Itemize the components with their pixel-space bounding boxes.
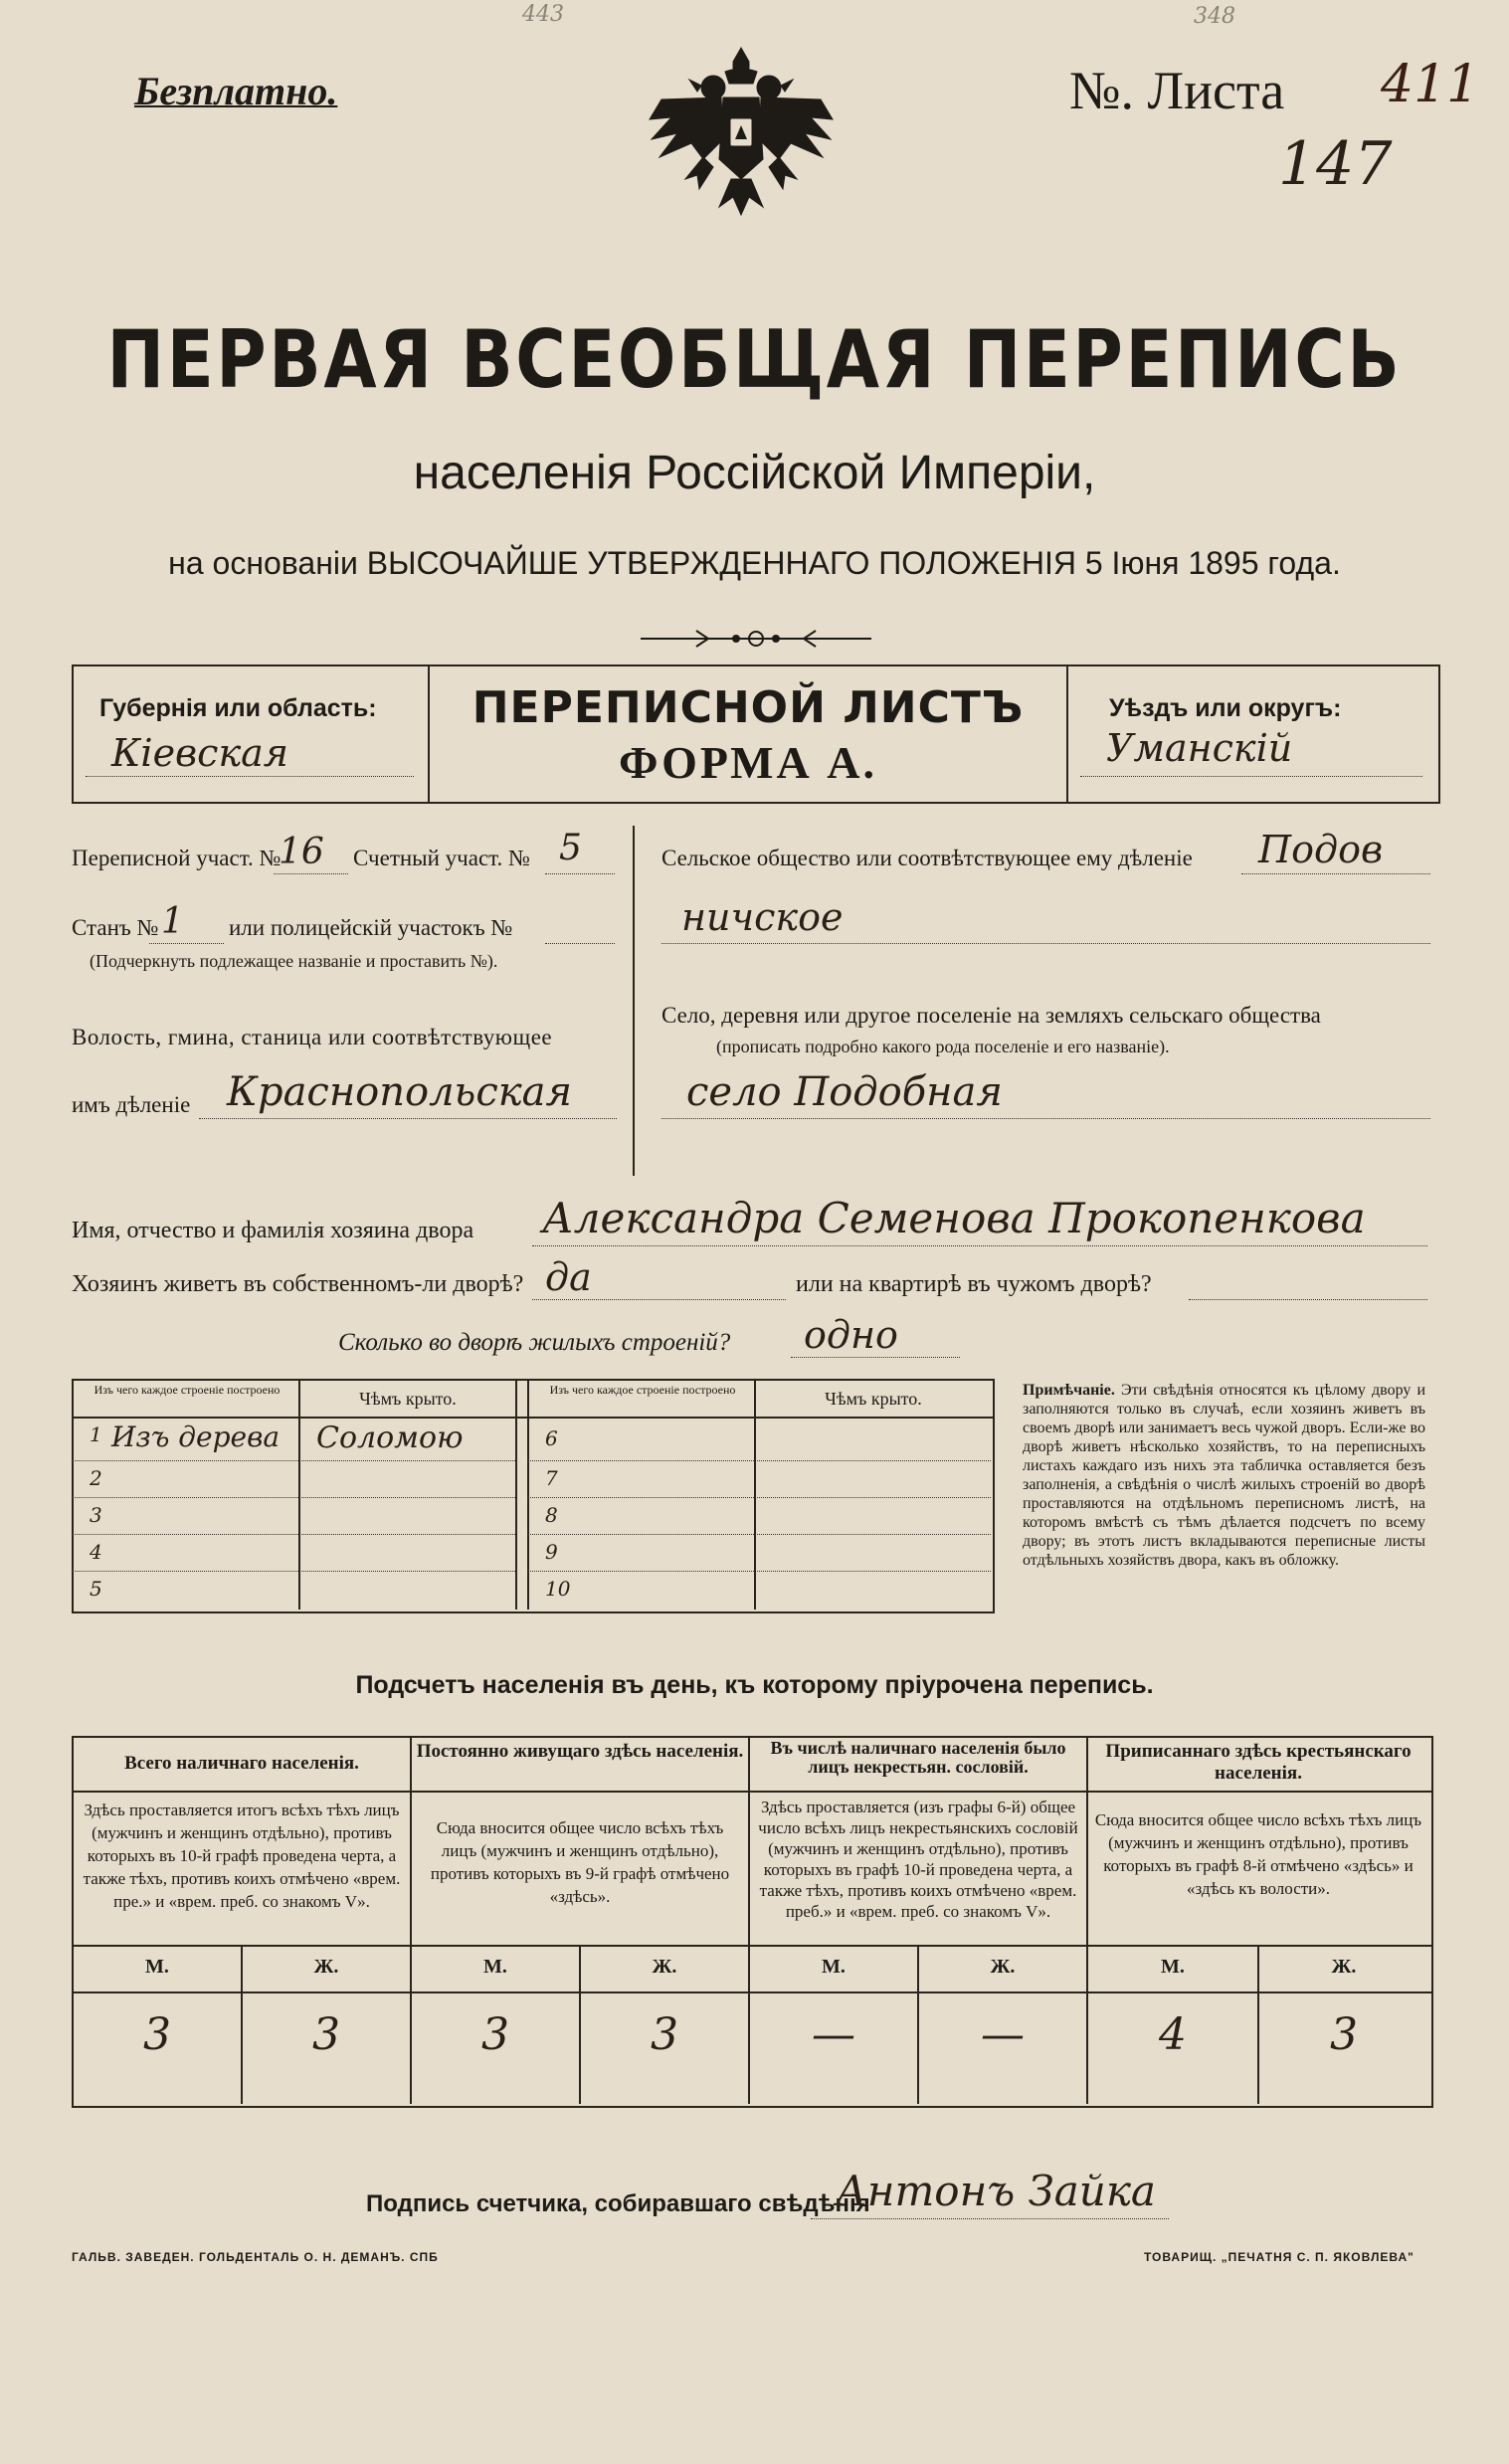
population-col4-header: Приписаннаго здѣсь крестьянскаго населенія. [1105,1741,1412,1784]
owner-lives-label: Хозяинъ живетъ въ собственномъ-ли дворѣ? [72,1271,524,1297]
female-label: Ж. [1331,1956,1357,1978]
sheet-number-label: №. Листа [1069,61,1285,120]
note-text: Эти свѣдѣнія относятся къ цѣлому двору и заполняются только въ случаѣ, если хозяинъ живетъ въ своемъ дворѣ или занимаетъ весь чужой дворъ. Если-же во дворѣ живетъ нѣсколько хозяйствъ, то на переписныхъ листахъ каждаго изъ нихъ эта табличка оставляется безъ заполненія, а свѣдѣнія о числѣ жилыхъ строеній во дворѣ проставляются на отдѣльномъ переписномъ листѣ, на которомъ вмѣстѣ съ тѣмъ дѣлается подсчетъ по всему двору; въ этотъ листъ вкладываются переписные листы отдѣльныхъ хозяйствъ двора, какъ въ обложку. [1023,1382,1426,1569]
male-label: М. [822,1956,846,1978]
population-value: 3 [143,2009,171,2060]
archive-page-number-2: 348 [1194,4,1235,29]
population-value: 3 [312,2009,340,2060]
buildings-value: одно [804,1313,898,1357]
building-row-number: 3 [90,1503,102,1527]
form-label: ФОРМА А. [619,737,877,788]
owner-lives-value: да [545,1255,592,1299]
sheet-title: ПЕРЕПИСНОЙ ЛИСТЪ [472,682,1025,733]
society-value-1: Подов [1258,828,1384,871]
male-label: М. [483,1956,507,1978]
female-label: Ж. [313,1956,339,1978]
signature-label: Подпись счетчика, собиравшаго свѣдѣнія [366,2190,870,2217]
population-col4-desc: Сюда вносится общее число всѣхъ тѣхъ лицъ (мужчинъ и женщинъ отдѣльно), противъ которыхъ въ графѣ 8-й отмѣчено «здѣсь» и «здѣсь къ волости». [1094,1810,1422,1898]
population-col3-desc: Здѣсь проставляется (изъ графы 6-й) общее число всѣхъ лицъ некрестьянскихъ сословій (мужчинъ и женщинъ отдѣльно), противъ которыхъ въ графѣ 10-й проведена черта, а также тѣхъ, противъ коихъ отмѣчено «врем. преб.» и «врем. преб. со знакомъ V». [758,1798,1078,1921]
main-title: ПЕРВАЯ ВСЕОБЩАЯ ПЕРЕПИСЬ [106,313,1403,406]
building-row-roof: Соломою [316,1421,464,1455]
note-title: Примѣчаніе. [1023,1382,1115,1399]
province-value: Кіевская [111,731,288,775]
ornament-divider [637,627,875,651]
population-value: 4 [1159,2009,1187,2060]
district-value: Уманскій [1106,726,1293,770]
population-value: — [981,2009,1025,2060]
building-table [72,1379,995,1613]
footer-right: ТОВАРИЩ. „ПЕЧАТНЯ С. П. ЯКОВЛЕВА" [1144,2250,1415,2264]
population-value: 3 [481,2009,509,2060]
census-area-value: 16 [279,832,324,872]
district-label: Уѣздъ или округъ: [1109,694,1342,722]
building-header-roof-left: Чѣмъ крыто. [359,1389,457,1409]
population-value: — [812,2009,855,2060]
underline-note: (Подчеркнуть подлежащее названіе и проставить №). [90,951,498,971]
apartment-label: или на квартирѣ въ чужомъ дворѣ? [796,1271,1152,1297]
count-area-value: 5 [559,828,582,868]
population-col3-header: Въ числѣ наличнаго населенія было лицъ некрестьян. сословій. [770,1738,1066,1777]
archive-page-number: 443 [522,2,564,27]
building-header-material-right: Изъ чего каждое строеніе построено [549,1383,736,1397]
building-header-material-left: Изъ чего каждое строеніе построено [94,1383,281,1397]
stan-label: Станъ № [72,915,159,940]
building-note [1023,1381,1425,1570]
building-row-number: 10 [545,1577,571,1601]
building-row-number: 5 [90,1577,102,1601]
count-area-label: Счетный участ. № [353,846,530,870]
population-value: 3 [1330,2009,1358,2060]
building-header-roof-right: Чѣмъ крыто. [825,1389,922,1409]
sheet-number-value: 411 [1381,55,1480,114]
province-label: Губернія или область: [99,694,377,722]
building-row-number: 9 [545,1540,558,1564]
volost-label-line2: имъ дѣленіе [72,1092,191,1117]
volost-value: Краснопольская [227,1069,572,1115]
population-col2-desc: Сюда вносится общее число всѣхъ тѣхъ лицъ (мужчинъ и женщинъ отдѣльно), противъ которыхъ въ 9-й графѣ отмѣчено «здѣсь». [430,1818,730,1906]
building-row-number: 7 [545,1466,558,1490]
signature-value: Антонъ Зайка [836,2167,1156,2215]
village-value: село Подобная [686,1069,1003,1115]
building-row-number: 6 [545,1426,558,1450]
free-label: Безплатно. [134,69,338,113]
male-label: М. [1161,1956,1185,1978]
population-col2-header: Постоянно живущаго здѣсь населенія. [416,1741,744,1762]
male-label: М. [145,1956,169,1978]
owner-name-value: Александра Семенова Прокопенкова [542,1194,1366,1242]
population-title: Подсчетъ населенія въ день, къ которому пріурочена перепись. [355,1671,1154,1699]
sheet-number-value-2: 147 [1278,129,1393,199]
society-label: Сельское общество или соотвѣтствующее ему дѣленіе [661,846,1193,870]
volost-label-line1: Волость, гмина, станица или соотвѣтствующее [72,1025,553,1049]
female-label: Ж. [652,1956,677,1978]
building-row-number: 2 [90,1466,102,1490]
imperial-eagle-emblem [642,40,841,219]
society-value-2: ничское [681,895,844,939]
population-col1-header: Всего наличнаго населенія. [124,1753,359,1774]
buildings-label: Сколько во дворѣ жилыхъ строеній? [338,1329,731,1356]
census-area-label: Переписной участ. № [72,846,282,870]
stan-value: 1 [161,901,184,942]
population-col1-desc: Здѣсь проставляется итогъ всѣхъ тѣхъ лицъ (мужчинъ и женщинъ отдѣльно), противъ которыхъ въ 10-й графѣ проведена черта, а также тѣхъ, противъ коихъ отмѣчено «врем. пре.» и «врем. преб. со знакомъ V». [83,1801,401,1911]
population-value: 3 [651,2009,678,2060]
basis-line: на основаніи ВЫСОЧАЙШЕ УТВЕРЖДЕННАГО ПОЛОЖЕНІЯ 5 Іюня 1895 года. [168,545,1341,581]
building-row-material: Изъ дерева [111,1421,281,1453]
subtitle: населенія Россійской Имперіи, [413,447,1096,499]
building-row-number: 4 [90,1540,102,1564]
village-label: Село, деревня или другое поселеніе на земляхъ сельскаго общества [661,1003,1321,1028]
village-note: (прописать подробно какого рода поселеніе и его названіе). [716,1037,1170,1056]
footer-left: ГАЛЬВ. ЗАВЕДЕН. ГОЛЬДЕНТАЛЬ О. Н. ДЕМАНЪ. СПБ [72,2250,439,2264]
building-row-number: 8 [545,1503,558,1527]
owner-name-label: Имя, отчество и фамилія хозяина двора [72,1218,474,1243]
police-area-label: или полицейскій участокъ № [229,915,513,940]
female-label: Ж. [990,1956,1016,1978]
building-row-number: 1 [90,1422,102,1446]
